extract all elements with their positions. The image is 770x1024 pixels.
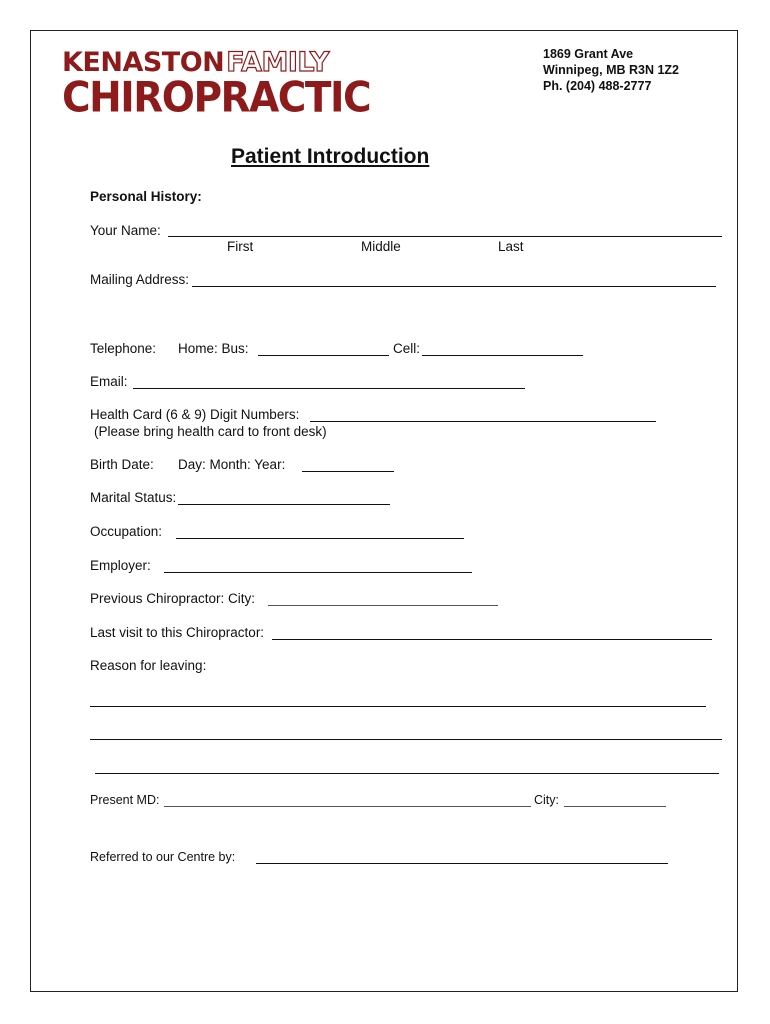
reason-for-leaving-label: Reason for leaving: (90, 658, 207, 673)
referred-by-field[interactable] (256, 849, 668, 864)
email-label: Email: (90, 374, 128, 389)
mailing-address-label: Mailing Address: (90, 272, 190, 287)
last-visit-field[interactable] (272, 625, 712, 640)
address-city: Winnipeg, MB R3N 1Z2 (543, 63, 680, 77)
cell-phone-field[interactable] (422, 341, 583, 356)
occupation-label: Occupation: (90, 524, 163, 539)
name-first-caption: First (227, 239, 254, 254)
health-card-field[interactable] (310, 407, 656, 422)
address-street: 1869 Grant Ave (543, 47, 634, 61)
marital-status-field[interactable] (178, 490, 390, 505)
cell-label: Cell: (393, 341, 421, 356)
present-md-label: Present MD: (90, 793, 160, 807)
name-middle-caption: Middle (361, 239, 401, 254)
last-visit-label: Last visit to this Chiropractor: (90, 625, 265, 640)
reason-line-1[interactable] (90, 692, 706, 707)
logo-kenaston: KENASTON (62, 47, 225, 78)
name-field[interactable] (168, 222, 722, 237)
clinic-address (543, 46, 679, 94)
reason-line-2[interactable] (90, 725, 722, 740)
logo-family: FAMILY (226, 47, 329, 78)
referred-by-label: Referred to our Centre by: (90, 850, 236, 864)
employer-label: Employer: (90, 558, 151, 573)
logo-line-2: CHIROPRACTIC (62, 73, 371, 123)
name-label: Your Name: (90, 223, 161, 238)
health-card-note: (Please bring health card to front desk) (94, 424, 327, 439)
clinic-logo (62, 47, 371, 123)
health-card-label: Health Card (6 & 9) Digit Numbers: (90, 407, 300, 422)
address-phone: Ph. (204) 488-2777 (543, 79, 652, 93)
reason-line-3[interactable] (95, 759, 719, 774)
home-bus-label: Home: Bus: (178, 341, 249, 356)
form-title: Patient Introduction (231, 145, 430, 168)
telephone-label: Telephone: (90, 341, 157, 356)
section-personal-history: Personal History: (90, 189, 202, 204)
birth-date-parts: Day: Month: Year: (178, 457, 286, 472)
home-bus-phone-field[interactable] (258, 341, 389, 356)
form-border (30, 30, 738, 992)
email-field[interactable] (133, 374, 525, 389)
name-last-caption: Last (498, 239, 524, 254)
previous-chiropractor-label: Previous Chiropractor: City: (90, 591, 256, 606)
birth-date-field[interactable] (302, 457, 394, 472)
mailing-address-field[interactable] (192, 272, 716, 287)
present-md-field[interactable] (164, 792, 531, 807)
birth-date-label: Birth Date: (90, 457, 154, 472)
marital-status-label: Marital Status: (90, 490, 177, 505)
md-city-field[interactable] (564, 792, 666, 807)
employer-field[interactable] (164, 558, 472, 573)
md-city-label: City: (534, 793, 559, 807)
previous-chiropractor-city-field[interactable] (268, 591, 498, 606)
occupation-field[interactable] (176, 524, 464, 539)
